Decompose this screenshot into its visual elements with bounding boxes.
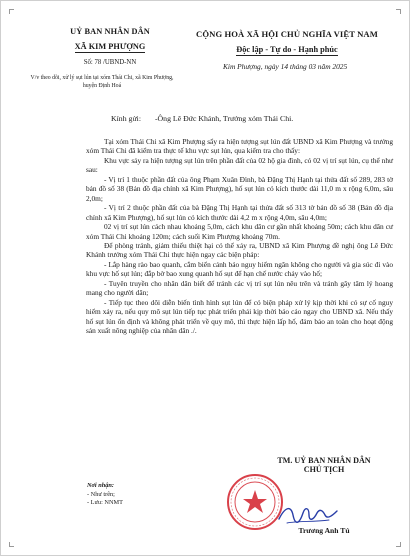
issuer-org-line1: UỶ BAN NHÂN DÂN: [70, 27, 150, 36]
greeting-recipient: -Ông Lê Đức Khánh, Trưởng xóm Thái Chi.: [154, 114, 294, 123]
recipient-item: - Như trên;: [87, 490, 115, 498]
signature-title-line2: CHỦ TỊCH: [303, 465, 345, 474]
body-paragraph: - Tiếp tục theo dõi diễn biến tình hình sụt lún để có biện pháp xử lý kịp thời khi có sự cố nguy hiểm xảy ra, nếu quy mô sụt lún tiếp tục phát triển phải kịp thời báo cáo ngay cho UBND xã. Nếu thấy hố sụt lún ổn định và không phát triển về quy mô, thì thực hiện lấp hố, đảm bảo an toàn cho hoạt động sản xuất nông nghiệp của nhân dân ./.: [86, 297, 393, 336]
body-paragraph: Khu vực sảy ra hiện tượng sụt lún trên phần đất của 02 hộ gia đình, có 02 vị trí sụt lún, cụ thể như sau:: [86, 155, 393, 175]
issuer-org-line2: XÃ KIM PHƯỢNG: [74, 42, 146, 51]
signature-title-line1: TM. UỶ BAN NHÂN DÂN: [277, 456, 371, 465]
recipients-title: Nơi nhận:: [87, 482, 115, 489]
corner-mark: [396, 9, 401, 14]
national-motto: Độc lập - Tự do - Hạnh phúc: [236, 45, 338, 54]
place-date: Kim Phượng, ngày 14 tháng 03 năm 2025: [223, 62, 348, 71]
greeting-label: Kính gửi:: [111, 114, 141, 123]
national-heading: [177, 29, 397, 57]
corner-mark: [9, 542, 14, 547]
body-paragraph: - Lắp hàng rào bao quanh, cắm biển cảnh báo nguy hiểm ngăn không cho người và gia súc đi vào khu vực hố sụt lún; đắp bờ bao xung quanh hố sụt để hạn chế nước chảy vào hố;: [86, 259, 393, 279]
signer-name: Trương Anh Tú: [298, 526, 350, 535]
body-paragraph: - Vị trí 1 thuộc phần đất của ông Phạm Xuân Đình, bà Đặng Thị Hạnh tại thửa đất số 289, 283 tờ bản đồ số 38 (Bản đồ địa chính xã Kim Phượng), hố sụt lún có kích thước dài 11,0 m x rộng 6,0m, sâu 2,0m;: [86, 174, 393, 203]
document-subject: V/v theo dõi, xử lý sụt lún tại xóm Thái Chi, xã Kim Phượng, huyện Định Hoá: [30, 75, 174, 89]
signature-block: [249, 456, 399, 535]
nation-title: CỘNG HOÀ XÃ HỘI CHỦ NGHĨA VIỆT NAM: [196, 29, 378, 39]
corner-mark: [9, 9, 14, 14]
greeting: [111, 114, 293, 123]
body-paragraph: - Vị trí 2 thuộc phần đất của bà Đặng Thị Hạnh tại thửa đất số 313 tờ bản đồ số 38 (Bản đồ địa chính xã Kim Phượng), hố sụt lún có kích thước dài 4,2 m x rộng 4,0m, sâu 4,0m;: [86, 203, 393, 222]
body-paragraph: Tại xóm Thái Chi xã Kim Phượng sẩy ra hiện tượng sụt lún đất UBND xã Kim Phượng và trưởng xóm Thái Chi đã kiểm tra thực tế khu vực sụt lún, qua kiểm tra cho thấy:: [86, 137, 393, 156]
document-body: [86, 137, 393, 336]
document-number: Số: 78 /UBND-NN: [83, 59, 137, 66]
recipients-block: [87, 482, 123, 508]
issuer-block: [45, 27, 175, 66]
body-paragraph: - Tuyên truyền cho nhân dân biết để tránh các vị trí sụt lún nêu trên và tránh gây tâm lý hoang mang cho người dân;: [86, 278, 393, 298]
recipient-item: - Lưu: NNMT: [87, 499, 123, 507]
body-paragraph: Để phòng tránh, giảm thiểu thiệt hại có thể xảy ra, UBND xã Kim Phượng đề nghị ông Lê Đức Khánh trưởng xóm Thái Chi thực hiện ngay các biện pháp:: [86, 240, 393, 260]
body-paragraph: 02 vị trí sụt lún cách nhau khoảng 5,0m, cách khu dân cư gần nhất khoảng 50m; cách khu dân cư xóm Thái Chi khoảng 120m; cách suối Kim Phượng khoảng 70m.: [86, 222, 393, 241]
corner-mark: [396, 542, 401, 547]
